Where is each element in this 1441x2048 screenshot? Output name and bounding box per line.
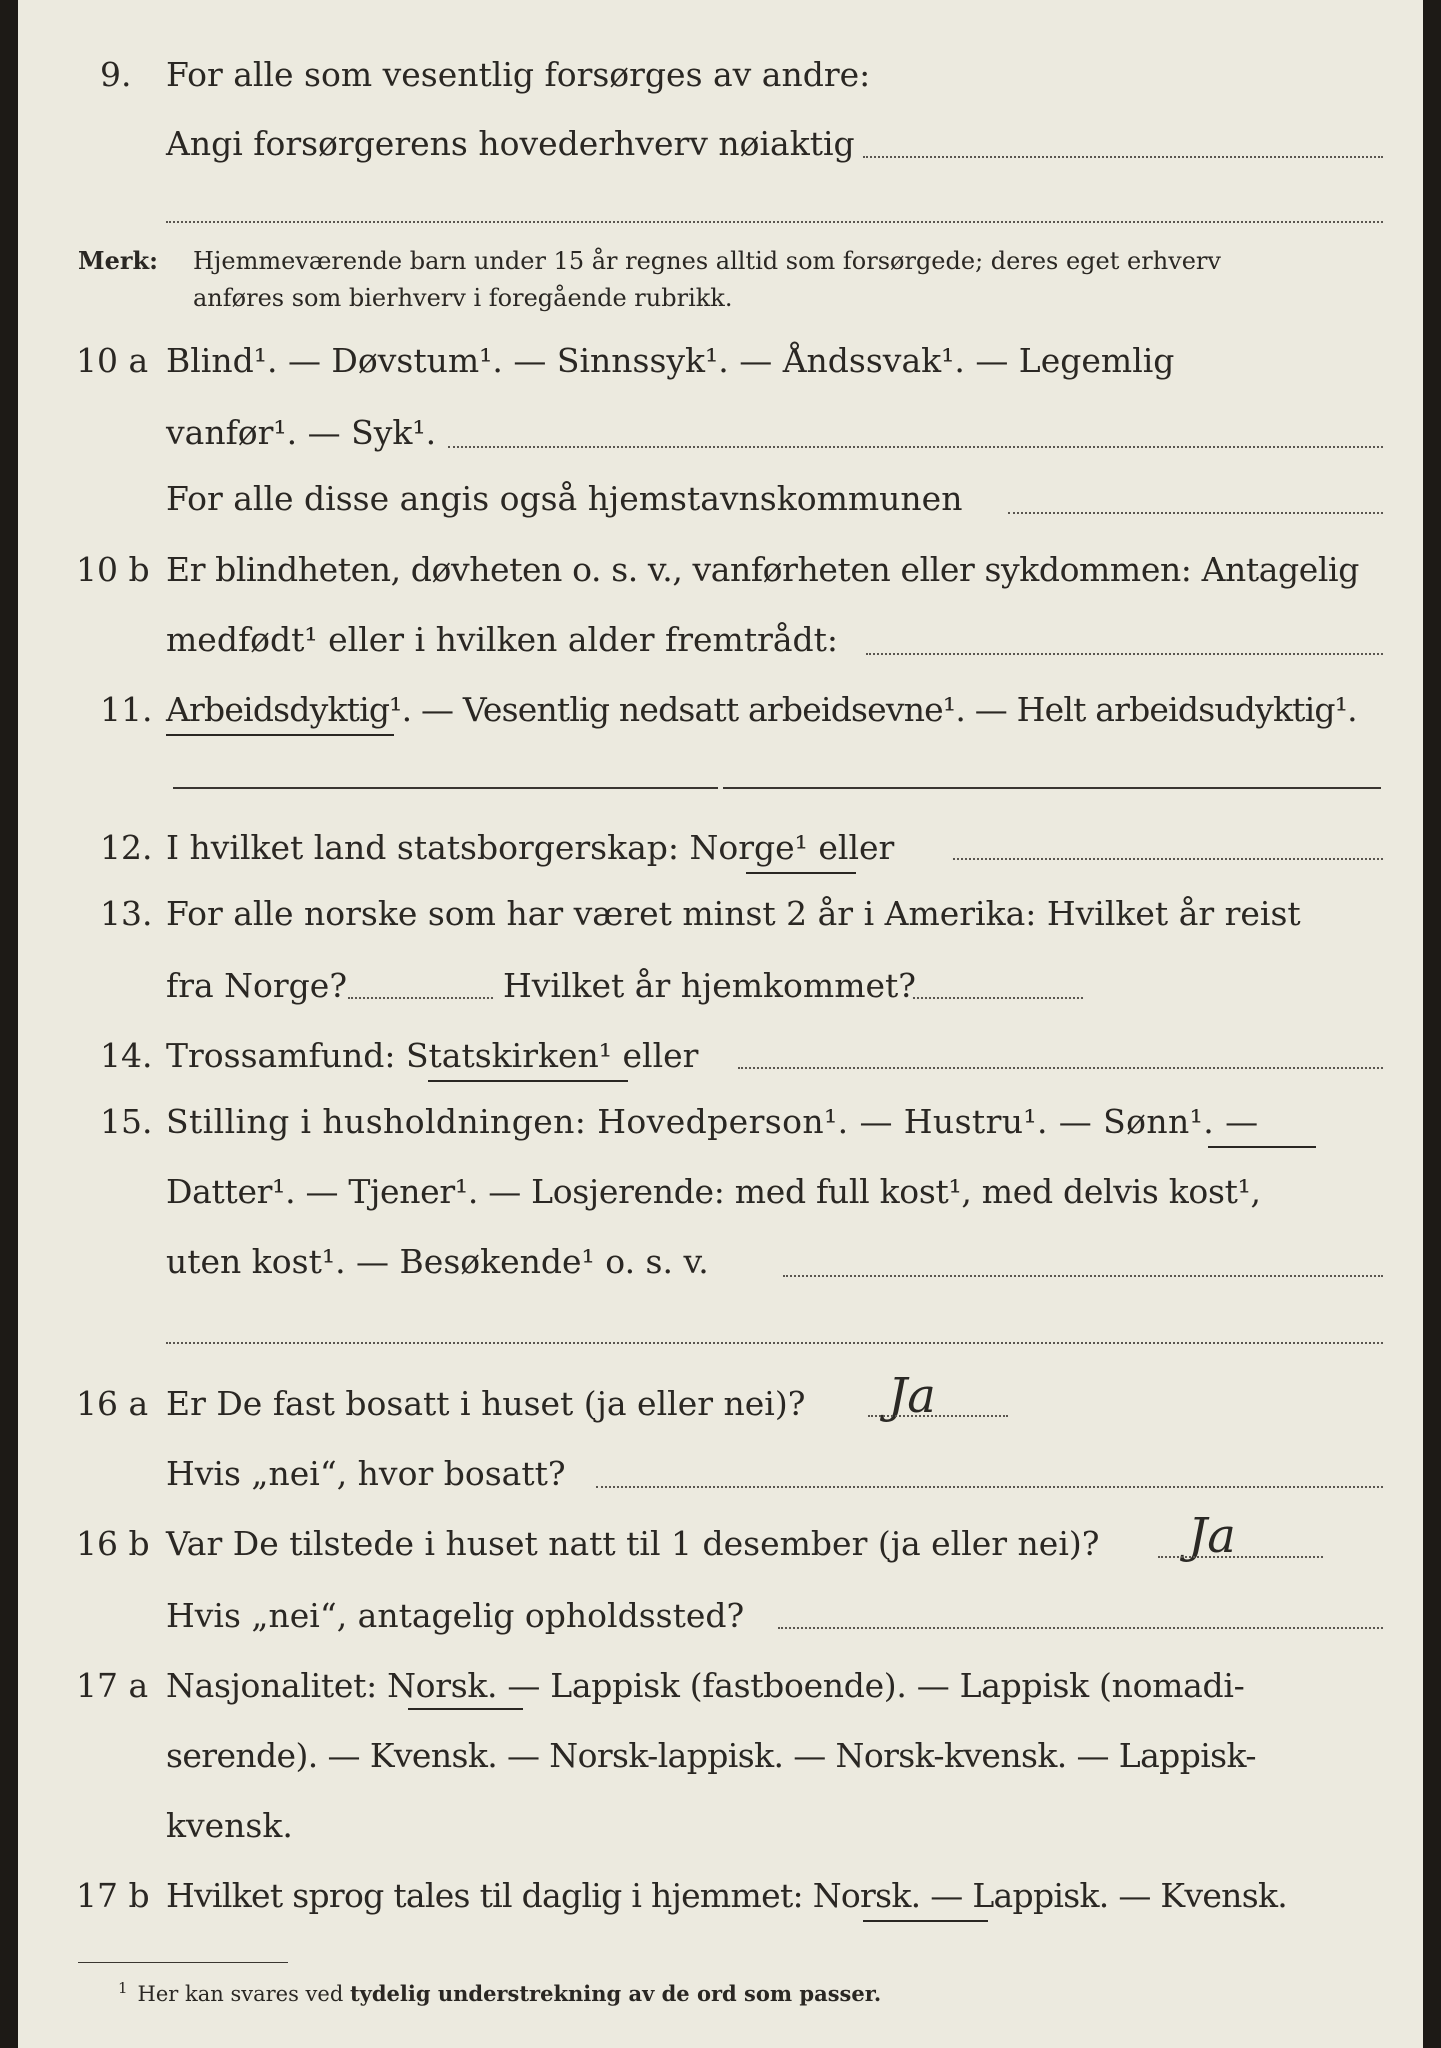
- q14-answer-field[interactable]: [738, 1067, 1383, 1069]
- q16a-handwritten-answer: Ja: [888, 1368, 936, 1424]
- q15-text-line3: uten kost¹. — Besøkende¹ o. s. v.: [166, 1242, 709, 1281]
- q9-text-line2: Angi forsørgerens hovederhverv nøiaktig: [166, 124, 855, 163]
- q17b-text-line1: Hvilket sprog tales til daglig i hjemmet: Norsk. — Lappisk. — Kvensk.: [166, 1876, 1288, 1915]
- q10a-answer-field[interactable]: [448, 446, 1383, 448]
- q16a-text-line1: Er De fast bosatt i huset (ja eller nei)?: [166, 1384, 806, 1423]
- q16b-handwritten-answer: Ja: [1188, 1508, 1236, 1564]
- q12-number: 12.: [100, 828, 153, 867]
- q16a-answer-field[interactable]: [868, 1415, 1008, 1417]
- q13-number: 13.: [100, 894, 153, 933]
- q11-rule-right: [723, 787, 1381, 789]
- q17a-answer-underline: [408, 1708, 523, 1710]
- q10a-text-line2: vanfør¹. — Syk¹.: [166, 413, 437, 452]
- q12-answer-underline: [746, 872, 856, 874]
- q11-rule-left: [173, 787, 718, 789]
- q16b-text-line1: Var De tilstede i huset natt til 1 desember (ja eller nei)?: [166, 1524, 1100, 1563]
- q16a-text-line2: Hvis „nei“, hvor bosatt?: [166, 1454, 566, 1493]
- q14-number: 14.: [100, 1036, 153, 1075]
- q15-number: 15.: [100, 1102, 153, 1141]
- q16b-answer-field[interactable]: [1158, 1556, 1323, 1558]
- q16a-residence-field[interactable]: [596, 1486, 1383, 1488]
- q15-answer-field-2[interactable]: [166, 1342, 1383, 1344]
- q15-answer-field[interactable]: [783, 1275, 1383, 1277]
- q11-answer-underline: [166, 734, 394, 736]
- note-text-line2: anføres som bierhverv i foregående rubrikk.: [193, 284, 733, 312]
- q9-text-line1: For alle som vesentlig forsørges av andre:: [166, 55, 871, 94]
- q12-answer-field[interactable]: [953, 858, 1383, 860]
- q12-text-line1: I hvilket land statsborgerskap: Norge¹ eller: [166, 828, 895, 867]
- q16a-number: 16 a: [76, 1384, 149, 1423]
- q9-number: 9.: [100, 55, 132, 94]
- q13-text-line2b: Hvilket år hjemkommet?: [503, 966, 916, 1005]
- q14-text-line1: Trossamfund: Statskirken¹ eller: [166, 1036, 699, 1075]
- footnote-text: Her kan svares ved: [137, 1982, 344, 2006]
- q10a-text-line3: For alle disse angis også hjemstavnskommunen: [166, 479, 963, 518]
- q10b-answer-field[interactable]: [866, 653, 1383, 655]
- q16b-number: 16 b: [76, 1524, 150, 1563]
- q11-number: 11.: [100, 690, 153, 729]
- note-label: Merk:: [78, 246, 158, 275]
- q15-text-line2: Datter¹. — Tjener¹. — Losjerende: med full kost¹, med delvis kost¹,: [166, 1172, 1261, 1211]
- q16b-whereabouts-field[interactable]: [778, 1627, 1383, 1629]
- q13-year-left-field[interactable]: [348, 997, 493, 999]
- q13-year-returned-field[interactable]: [913, 997, 1083, 999]
- q10a-number: 10 a: [76, 341, 149, 380]
- footnote-mark: 1: [118, 1979, 128, 1997]
- note-text-line1: Hjemmeværende barn under 15 år regnes alltid som forsørgede; deres eget erhverv: [193, 247, 1221, 275]
- q14-answer-underline: [428, 1080, 628, 1082]
- q17a-text-line3: kvensk.: [166, 1806, 293, 1845]
- q15-text-line1: Stilling i husholdningen: Hovedperson¹. — Hustru¹. — Sønn¹. —: [166, 1102, 1259, 1141]
- q13-text-line2a: fra Norge?: [166, 966, 348, 1005]
- q17a-number: 17 a: [76, 1666, 149, 1705]
- q17b-answer-underline: [863, 1920, 988, 1922]
- footnote-rule: [78, 1962, 288, 1963]
- q10b-text-line1: Er blindheten, døvheten o. s. v., vanførheten eller sykdommen: Antagelig: [166, 550, 1359, 589]
- q16b-text-line2: Hvis „nei“, antagelig opholdssted?: [166, 1596, 745, 1635]
- q9-answer-field[interactable]: [863, 156, 1383, 158]
- q15-answer-underline: [1208, 1146, 1316, 1148]
- q10a-home-municipality-field[interactable]: [1008, 512, 1383, 514]
- footnote-text-bold: tydelig understrekning av de ord som passer.: [349, 1981, 882, 2006]
- q9-answer-field-2[interactable]: [166, 221, 1383, 223]
- q10b-number: 10 b: [76, 550, 150, 589]
- q17b-number: 17 b: [76, 1876, 150, 1915]
- q13-text-line1: For alle norske som har været minst 2 år i Amerika: Hvilket år reist: [166, 894, 1301, 933]
- q10b-text-line2: medfødt¹ eller i hvilken alder fremtrådt:: [166, 620, 839, 659]
- q17a-text-line2: serende). — Kvensk. — Norsk-lappisk. — Norsk-kvensk. — Lappisk-: [166, 1736, 1256, 1775]
- q17a-text-line1: Nasjonalitet: Norsk. — Lappisk (fastboende). — Lappisk (nomadi-: [166, 1666, 1245, 1705]
- census-form-page: [18, 0, 1423, 2048]
- q10a-text-line1: Blind¹. — Døvstum¹. — Sinnssyk¹. — Åndssvak¹. — Legemlig: [166, 341, 1175, 380]
- footnote: [118, 1974, 881, 2008]
- q11-text-line1: Arbeidsdyktig¹. — Vesentlig nedsatt arbeidsevne¹. — Helt arbeidsudyktig¹.: [166, 690, 1357, 729]
